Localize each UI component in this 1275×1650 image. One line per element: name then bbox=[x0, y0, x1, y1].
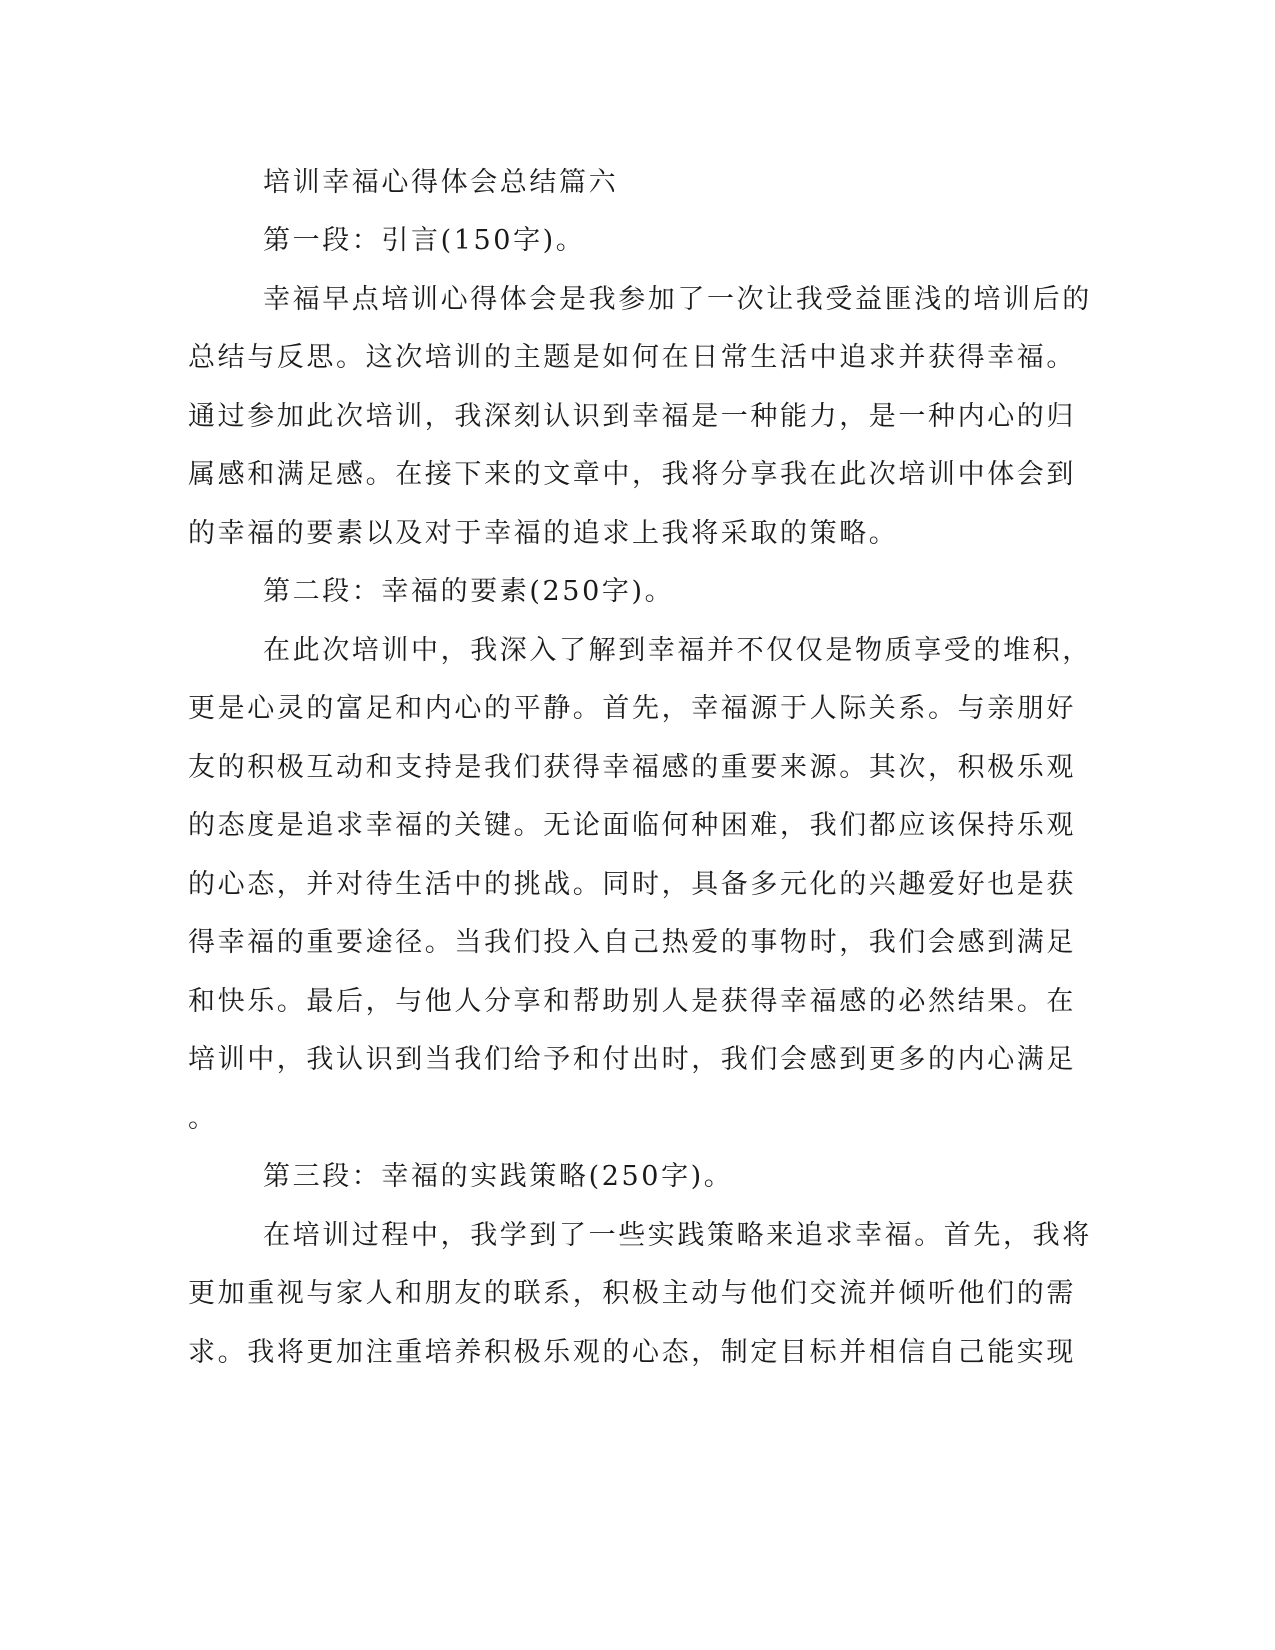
paragraph-line: 的幸福的要素以及对于幸福的追求上我将采取的策略。 bbox=[188, 518, 899, 549]
document-title: 培训幸福心得体会总结篇六 bbox=[263, 167, 619, 198]
paragraph-line: 在此次培训中，我深入了解到幸福并不仅仅是物质享受的堆积， bbox=[263, 635, 1092, 666]
paragraph-line: 。 bbox=[188, 1103, 218, 1134]
paragraph-line: 求。我将更加注重培养积极乐观的心态，制定目标并相信自己能实现 bbox=[188, 1337, 1076, 1368]
paragraph-line: 培训中，我认识到当我们给予和付出时，我们会感到更多的内心满足 bbox=[188, 1044, 1076, 1075]
paragraph-line: 更是心灵的富足和内心的平静。首先，幸福源于人际关系。与亲朋好 bbox=[188, 693, 1076, 724]
paragraph-line: 总结与反思。这次培训的主题是如何在日常生活中追求并获得幸福。 bbox=[188, 342, 1076, 373]
paragraph-line: 友的积极互动和支持是我们获得幸福感的重要来源。其次，积极乐观 bbox=[188, 752, 1076, 783]
paragraph-line: 幸福早点培训心得体会是我参加了一次让我受益匪浅的培训后的 bbox=[263, 284, 1092, 315]
paragraph-line: 的心态，并对待生活中的挑战。同时，具备多元化的兴趣爱好也是获 bbox=[188, 869, 1076, 900]
section-heading-2: 第二段：幸福的要素(250字)。 bbox=[263, 576, 675, 607]
paragraph-line: 的态度是追求幸福的关键。无论面临何种困难，我们都应该保持乐观 bbox=[188, 810, 1076, 841]
paragraph-line: 得幸福的重要途径。当我们投入自己热爱的事物时，我们会感到满足 bbox=[188, 927, 1076, 958]
paragraph-line: 属感和满足感。在接下来的文章中，我将分享我在此次培训中体会到 bbox=[188, 459, 1076, 490]
paragraph-line: 通过参加此次培训，我深刻认识到幸福是一种能力，是一种内心的归 bbox=[188, 401, 1076, 432]
paragraph-line: 更加重视与家人和朋友的联系，积极主动与他们交流并倾听他们的需 bbox=[188, 1278, 1076, 1309]
paragraph-line: 和快乐。最后，与他人分享和帮助别人是获得幸福感的必然结果。在 bbox=[188, 986, 1076, 1017]
paragraph-line: 在培训过程中，我学到了一些实践策略来追求幸福。首先，我将 bbox=[263, 1220, 1092, 1251]
section-heading-1: 第一段：引言(150字)。 bbox=[263, 225, 586, 256]
section-heading-3: 第三段：幸福的实践策略(250字)。 bbox=[263, 1161, 734, 1192]
